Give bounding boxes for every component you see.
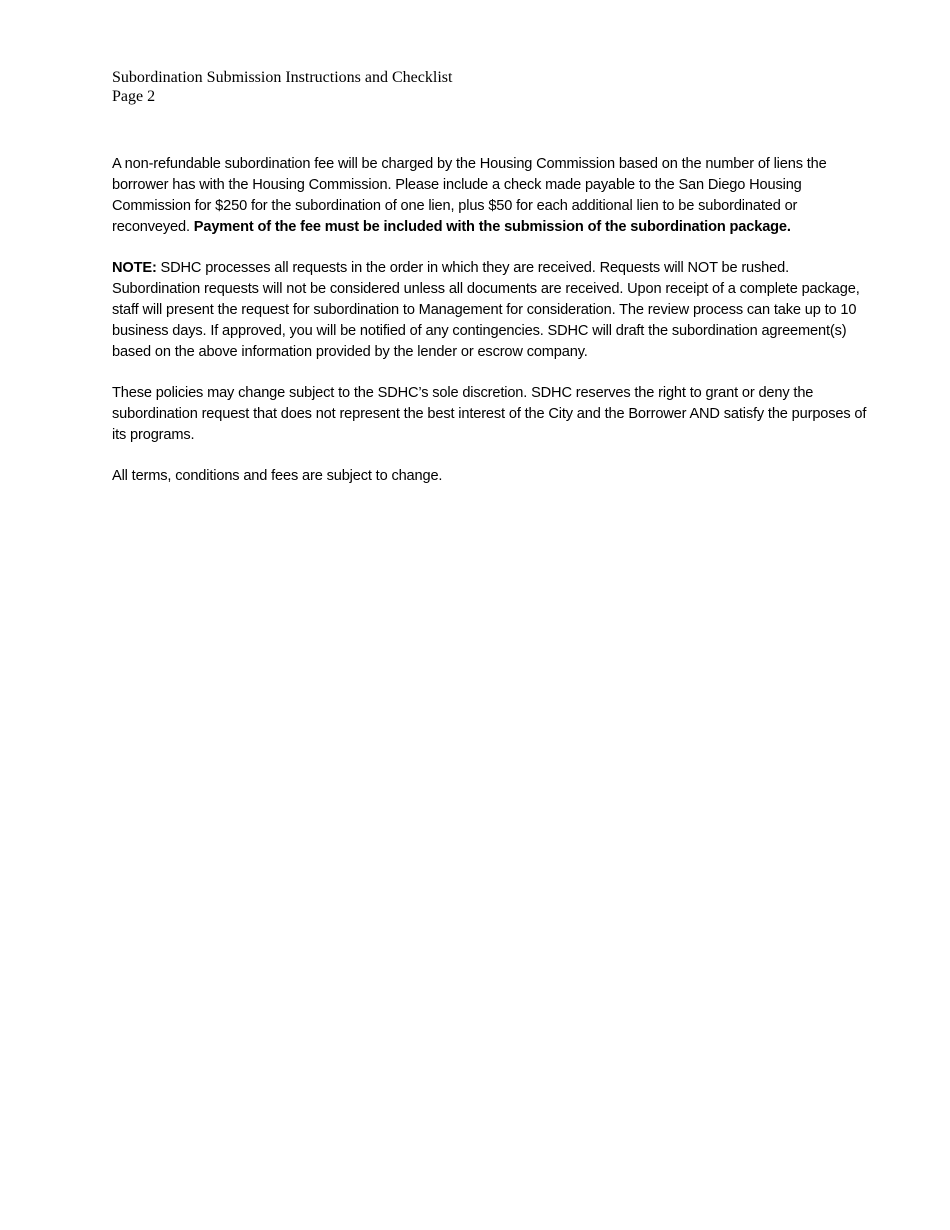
- document-body: [112, 154, 872, 507]
- header-title: Subordination Submission Instructions and Checklist: [112, 69, 453, 86]
- note-label: NOTE:: [112, 260, 157, 276]
- page-header: [112, 68, 452, 106]
- fee-text: A non-refundable subordination fee will be charged by the Housing Commission based on the number of liens the borrower has with the Housing Commission. Please include a check made payable to the San Diego Housing Commission for $250 for the subordination of one lien, plus $50 for each additional lien to be subordinated or reconveyed.: [112, 156, 827, 235]
- policies-paragraph: These policies may change subject to the SDHC’s sole discretion. SDHC reserves the right to grant or deny the subordination request that does not represent the best interest of the City and the Borrower AND satisfy the purposes of its programs.: [112, 385, 867, 443]
- note-paragraph: [112, 258, 872, 363]
- terms-paragraph: All terms, conditions and fees are subject to change.: [112, 468, 443, 484]
- note-text: SDHC processes all requests in the order in which they are received. Requests will NOT be rushed. Subordination requests will not be considered unless all documents are received. Upon receipt of a complete package, staff will present the request for subordination to Management for consideration. The review process can take up to 10 business days. If approved, you will be notified of any contingencies. SDHC will draft the subordination agreement(s) based on the above information provided by the lender or escrow company.: [112, 260, 860, 360]
- fee-paragraph: [112, 154, 872, 238]
- fee-bold-text: Payment of the fee must be included with the submission of the subordination package.: [193, 219, 791, 235]
- header-page-number: Page 2: [112, 88, 156, 105]
